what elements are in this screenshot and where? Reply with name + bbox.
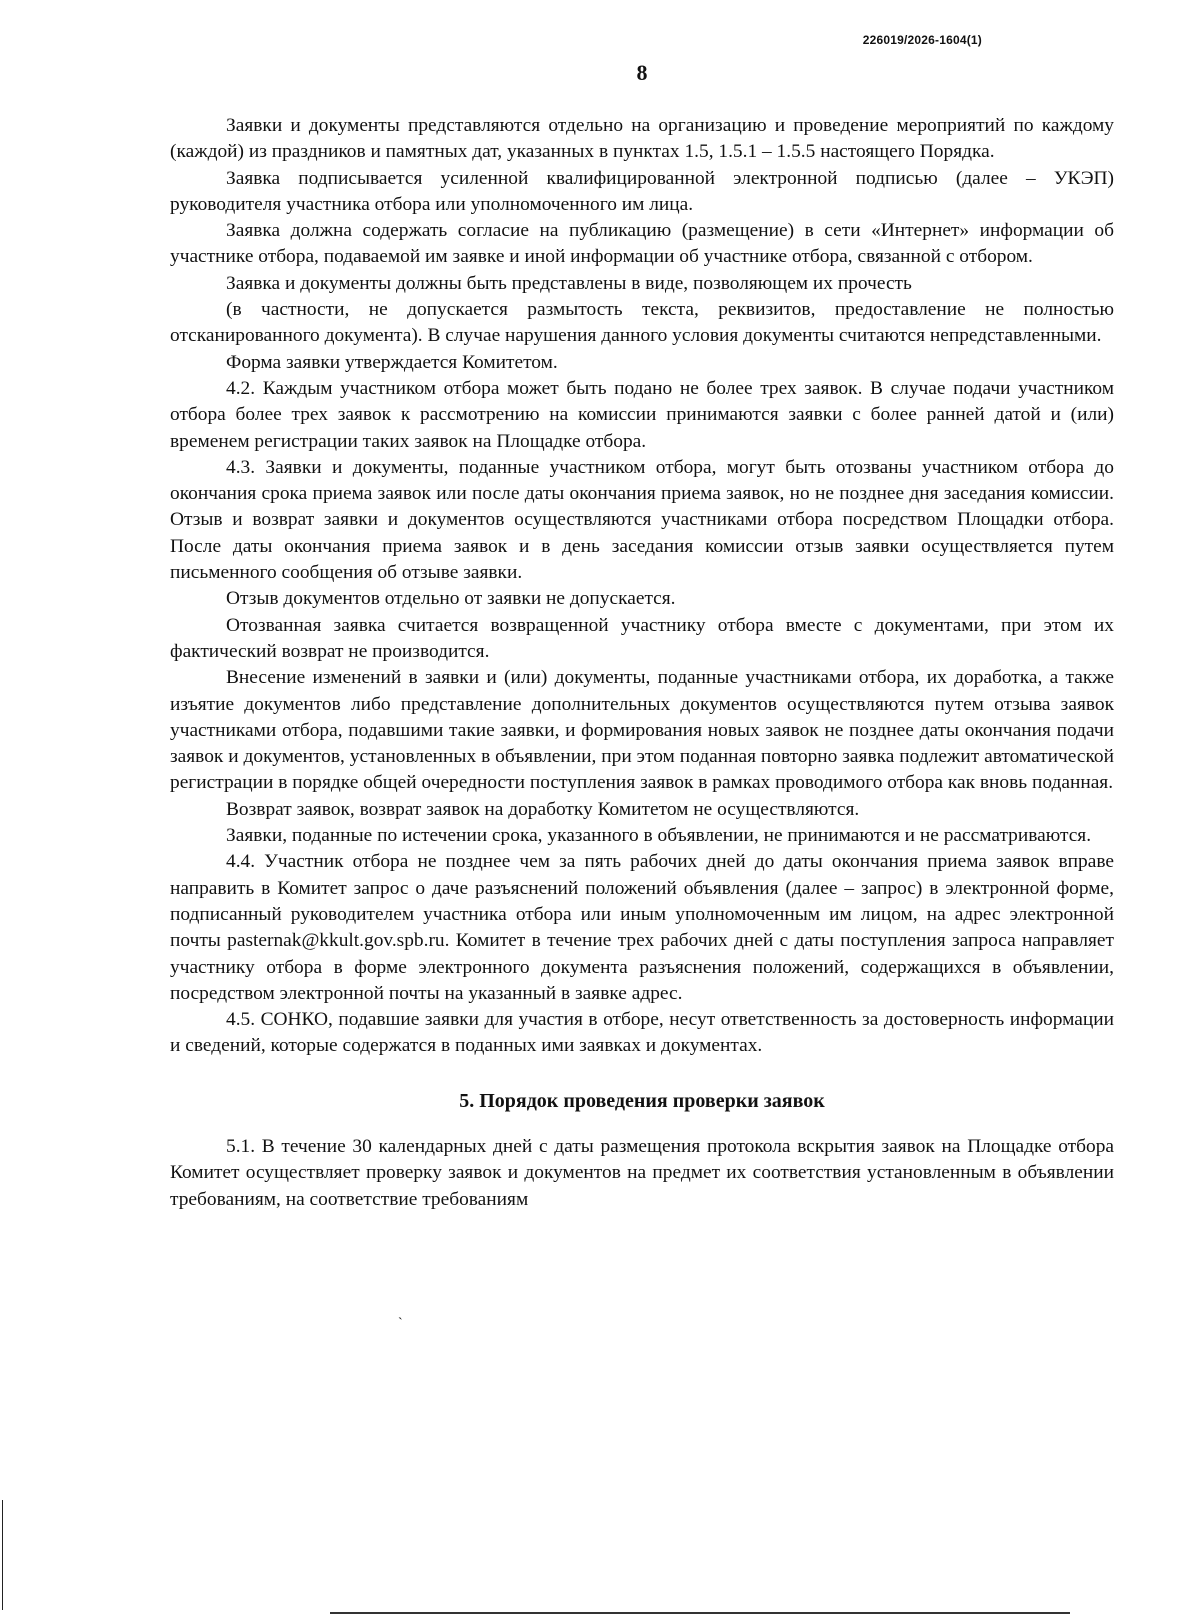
page-number: 8 <box>636 60 648 85</box>
document-body <box>170 113 1114 1213</box>
paragraph: Заявка и документы должны быть представлены в виде, позволяющем их прочесть <box>226 272 912 294</box>
paragraph: 4.4. Участник отбора не позднее чем за пять рабочих дней до даты окончания приема заявок вправе направить в Комитет запрос о даче разъяснений положений объявления (далее – запрос) в электронной форме, подписанный руководителем участника отбора или иным уполномоченным им лицом, на адрес электронной почты pasternak@kkult.gov.spb.ru. Комитет в течение трех рабочих дней с даты поступления запроса направляет участнику отбора в форме электронного документа разъяснения положений, содержащихся в объявлении, посредством электронной почты на указанный в заявке адрес. <box>170 851 1114 1004</box>
paragraph: Возврат заявок, возврат заявок на доработку Комитетом не осуществляются. <box>226 798 860 820</box>
paragraph: 5.1. В течение 30 календарных дней с даты размещения протокола вскрытия заявок на Площадке отбора Комитет осуществляет проверку заявок и документов на предмет их соответствия установленным в объявлении требованиям, на соответствие требованиям <box>170 1135 1114 1210</box>
paragraph: Заявка подписывается усиленной квалифицированной электронной подписью (далее – УКЭП) руководителя участника отбора или уполномоченного им лица. <box>170 167 1114 215</box>
paragraph: Отозванная заявка считается возвращенной участнику отбора вместе с документами, при этом их фактический возврат не производится. <box>170 614 1114 662</box>
scan-mark: ` <box>398 1316 403 1331</box>
document-id: 226019/2026-1604(1) <box>862 33 982 47</box>
paragraph: Заявка должна содержать согласие на публикацию (размещение) в сети «Интернет» информации об участнике отбора, подаваемой им заявке и иной информации об участнике отбора, связанной с отбором. <box>170 220 1114 268</box>
paragraph: Заявки, поданные по истечении срока, указанного в объявлении, не принимаются и не рассматриваются. <box>226 825 1092 847</box>
paragraph: 4.2. Каждым участником отбора может быть подано не более трех заявок. В случае подачи участником отбора более трех заявок к рассмотрению на комиссии принимаются заявки с более ранней датой и (или) временем регистрации таких заявок на Площадке отбора. <box>170 377 1114 452</box>
scan-bottom-line <box>330 1612 1070 1614</box>
paragraph: Форма заявки утверждается Комитетом. <box>226 351 558 373</box>
paragraph: 4.3. Заявки и документы, поданные участником отбора, могут быть отозваны участником отбора до окончания срока приема заявок или после даты окончания приема заявок, но не позднее дня заседания комиссии. Отзыв и возврат заявки и документов осуществляются участниками отбора посредством Площадки отбора. После даты окончания приема заявок и в день заседания комиссии отзыв заявки осуществляется путем письменного сообщения об отзыве заявки. <box>170 456 1114 584</box>
paragraph: Внесение изменений в заявки и (или) документы, поданные участниками отбора, их доработка, а также изъятие документов либо представление дополнительных документов осуществляются путем отзыва заявок участниками отбора, подавшими такие заявки, и формирования новых заявок не позднее даты окончания подачи заявок и документов, установленных в объявлении, при этом поданная повторно заявка подлежит автоматической регистрации в порядке общей очередности поступления заявок в рамках проводимого отбора как вновь поданная. <box>170 667 1114 794</box>
scan-edge-line <box>2 1500 3 1610</box>
paragraph: 4.5. СОНКО, подавшие заявки для участия в отборе, несут ответственность за достоверность информации и сведений, которые содержатся в поданных ими заявках и документах. <box>170 1009 1114 1057</box>
paragraph: (в частности, не допускается размытость текста, реквизитов, предоставление не полностью отсканированного документа). В случае нарушения данного условия документы считаются непредставленными. <box>170 299 1114 347</box>
section-heading: 5. Порядок проведения проверки заявок <box>459 1089 825 1112</box>
paragraph: Отзыв документов отдельно от заявки не допускается. <box>226 588 676 610</box>
paragraph: Заявки и документы представляются отдельно на организацию и проведение мероприятий по каждому (каждой) из праздников и памятных дат, указанных в пунктах 1.5, 1.5.1 – 1.5.5 настоящего Порядка. <box>170 115 1114 163</box>
